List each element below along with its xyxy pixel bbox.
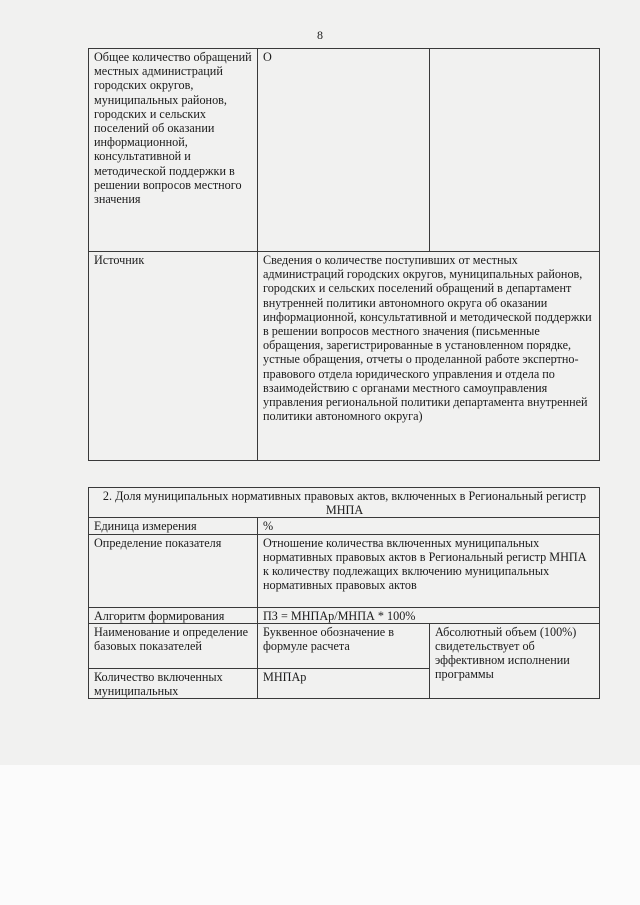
definition-value: Отношение количества включенных муниципальных нормативных правовых актов в Региональный регистр МНПА к количеству подлежащих включению муниципальных нормативных правовых актов (258, 534, 600, 607)
page-bottom-margin (0, 765, 640, 905)
page-number: 8 (317, 28, 323, 42)
included-count-symbol: МНПАр (258, 668, 430, 698)
definition-label: Определение показателя (89, 534, 258, 607)
table-row (89, 488, 600, 518)
indicator-table-1 (88, 48, 600, 461)
algorithm-formula: ПЗ = МНПАр/МНПА * 100% (258, 607, 600, 623)
base-indicators-label: Наименование и определение базовых показателей (89, 623, 258, 668)
algorithm-label: Алгоритм формирования (89, 607, 258, 623)
included-count-label: Количество включенных муниципальных (89, 668, 258, 698)
effectiveness-note: Абсолютный объем (100%) свидетельствует об эффективном исполнении программы (430, 623, 600, 698)
row-label-source: Источник (89, 252, 258, 461)
row-value-source: Сведения о количестве поступивших от местных администраций городских округов, муниципальных районов, городских и сельских поселений обращений в департамент внутренней политики автономного округа об оказании информационной, консультативной и методической поддержки в решении вопросов местного значения (письменные обращения, зарегистрированные в установленном порядке, устные обращения, отчеты о проделанной работе экспертно-правового отдела юридического управления и отдела по взаимодействию с органами местного самоуправления управления региональной политики департамента внутренней политики автономного округа) (258, 252, 600, 461)
table-row (89, 623, 600, 668)
indicator-heading: 2. Доля муниципальных нормативных правовых актов, включенных в Региональный регистр МНПА (89, 488, 600, 518)
table-row (89, 252, 600, 461)
indicator-table-2 (88, 487, 600, 699)
row-extra-cell (430, 49, 600, 252)
table-row (89, 607, 600, 623)
unit-value: % (258, 518, 600, 534)
unit-label: Единица измерения (89, 518, 258, 534)
letter-symbol-header: Буквенное обозначение в формуле расчета (258, 623, 430, 668)
row-value-appeals-count: O (258, 49, 430, 252)
table-row (89, 518, 600, 534)
row-label-appeals-count: Общее количество обращений местных администраций городских округов, муниципальных районов, городских и сельских поселений об оказании информационной, консультативной и методической поддержки в решении вопросов местного значения (89, 49, 258, 252)
table-row (89, 534, 600, 607)
table-row (89, 49, 600, 252)
